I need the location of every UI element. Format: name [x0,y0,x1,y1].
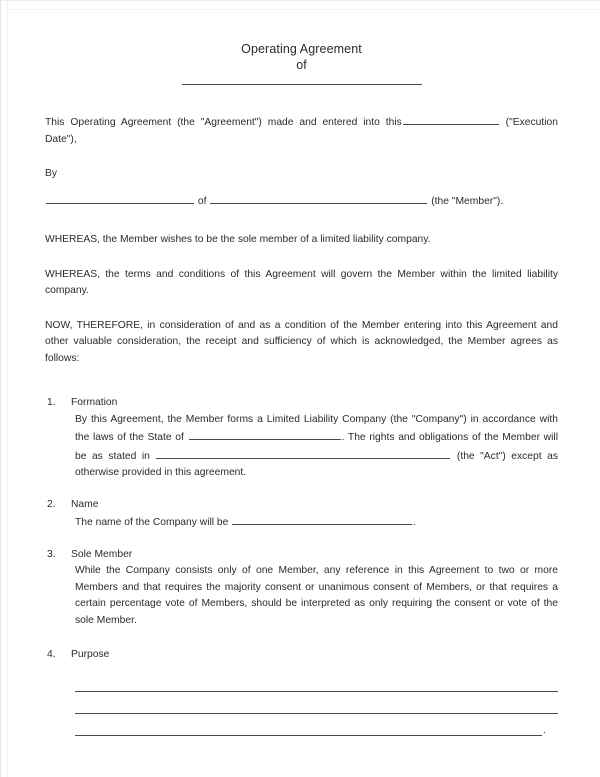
state-of-formation-blank[interactable] [189,428,341,440]
purpose-terminator: . [543,724,546,736]
formation-text-part1: By this Agreement, the Member forms a Limited Liability Company (the "Company") in accordance with the laws of the State of [75,413,558,443]
clause-number-4: 4. [47,649,56,660]
formation-text-part3: (the "Act") except as otherwise provided in this agreement. [75,450,558,478]
execution-date-blank[interactable] [403,113,499,125]
name-text-part2: . [413,517,417,528]
recital-2: WHEREAS, the terms and conditions of this Agreement will govern the Member within the limited liability company. [45,268,558,296]
intro-paragraph [45,113,558,148]
formation-text-part2: . The rights and obligations of the Member will be as stated in [75,432,558,462]
clause-heading-formation: Formation [71,397,118,408]
company-name-blank[interactable] [232,513,412,525]
governing-act-blank[interactable] [156,447,450,459]
clause-body-sole-member: While the Company consists only of one Member, any reference in this Agreement to two or more Members and that requires the majority consent or unanimous consent of Members, or that requires a certain percentage vote of Members, should be interpreted as only requiring the consent or vote of the sole Member. [75,565,558,626]
by-label-row [45,166,558,183]
clause-sole-member [45,547,558,630]
clause-body-name [75,513,558,532]
member-address-blank[interactable] [210,192,427,204]
intro-text-part2: ("Execution Date"), [45,117,558,145]
clause-heading-name: Name [71,498,99,510]
name-text-part1: The name of the Company will be [75,517,229,528]
purpose-write-in-area [75,676,558,735]
clause-number-2: 2. [47,498,56,510]
member-suffix-label: (the "Member"). [431,195,504,207]
purpose-line-1[interactable] [75,676,558,692]
clause-heading-sole-member: Sole Member [71,548,133,560]
by-label: By [45,168,58,179]
clause-number-1: 1. [47,397,56,408]
page-title: Operating Agreement [241,42,362,56]
clause-heading-purpose: Purpose [71,649,110,660]
clause-number-3: 3. [47,548,56,560]
member-signature-row [45,192,558,211]
document-content [45,1,558,735]
purpose-line-2[interactable] [75,698,558,714]
page-title-of: of [296,58,307,72]
clause-purpose [45,647,558,735]
by-of-label: of [197,195,207,207]
document-title-block [45,1,558,85]
purpose-line-3[interactable] [75,720,542,736]
recital-1: WHEREAS, the Member wishes to be the sole member of a limited liability company. [45,234,431,245]
recital-3: NOW, THEREFORE, in consideration of and as a condition of the Member entering into this Agreement and other valuable consideration, the receipt and sufficiency of which is acknowledged, the Member agrees as follows: [45,319,558,364]
purpose-line-3-wrap [75,720,558,735]
clause-formation [45,395,558,482]
member-name-blank[interactable] [46,192,194,204]
intro-text-part1: This Operating Agreement (the "Agreement") made and entered into this [45,117,402,128]
clause-body-formation [75,412,558,482]
clause-name [45,497,558,532]
